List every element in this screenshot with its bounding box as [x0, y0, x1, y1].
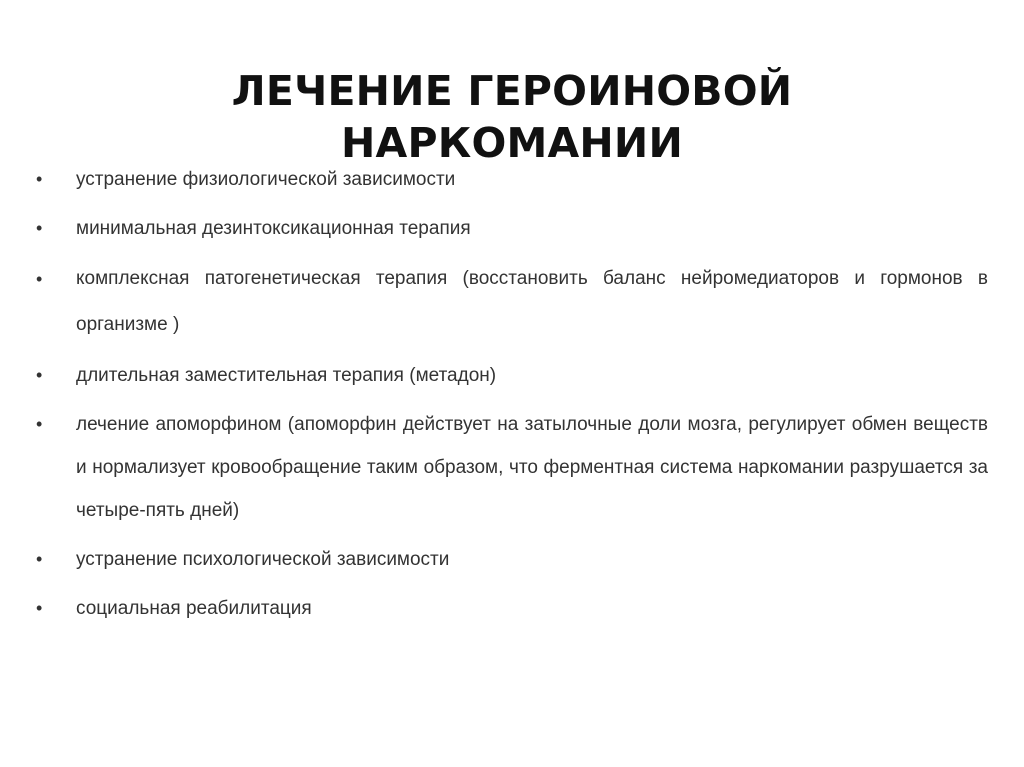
bullet-item-1: [36, 158, 988, 201]
bullet-item-5: [36, 403, 988, 532]
bullet-text-6: устранение психологической зависимости: [76, 549, 450, 570]
bullet-text-2: минимальная дезинтоксикационная терапия: [76, 218, 471, 239]
bullet-icon: •: [36, 414, 43, 434]
bullet-list: [36, 158, 988, 636]
slide-title: [0, 65, 1024, 169]
bullet-item-4: [36, 354, 988, 397]
bullet-icon: •: [36, 269, 43, 289]
bullet-icon: •: [36, 365, 43, 385]
bullet-item-2: [36, 207, 988, 250]
title-line-1: ЛЕЧЕНИЕ ГЕРОИНОВОЙ: [231, 67, 793, 116]
bullet-text-5: лечение апоморфином (апоморфин действует на затылочные доли мозга, регулирует обмен веществ и нормализует кровообращение таким образом, что ферментная система наркомании разрушается за четыре-пять дней): [76, 414, 988, 521]
bullet-icon: •: [36, 218, 43, 238]
bullet-icon: •: [36, 598, 43, 618]
bullet-item-7: [36, 587, 988, 630]
title-line-2: НАРКОМАНИИ: [341, 119, 683, 168]
bullet-text-7: социальная реабилитация: [76, 598, 312, 619]
bullet-item-6: [36, 538, 988, 581]
bullet-text-1: устранение физиологической зависимости: [76, 169, 456, 190]
bullet-icon: •: [36, 549, 43, 569]
bullet-text-3: комплексная патогенетическая терапия (восстановить баланс нейромедиаторов и гормонов в организме ): [76, 268, 988, 335]
bullet-text-4: длительная заместительная терапия (метадон): [76, 365, 497, 386]
bullet-item-3: [36, 256, 988, 348]
bullet-icon: •: [36, 169, 43, 189]
